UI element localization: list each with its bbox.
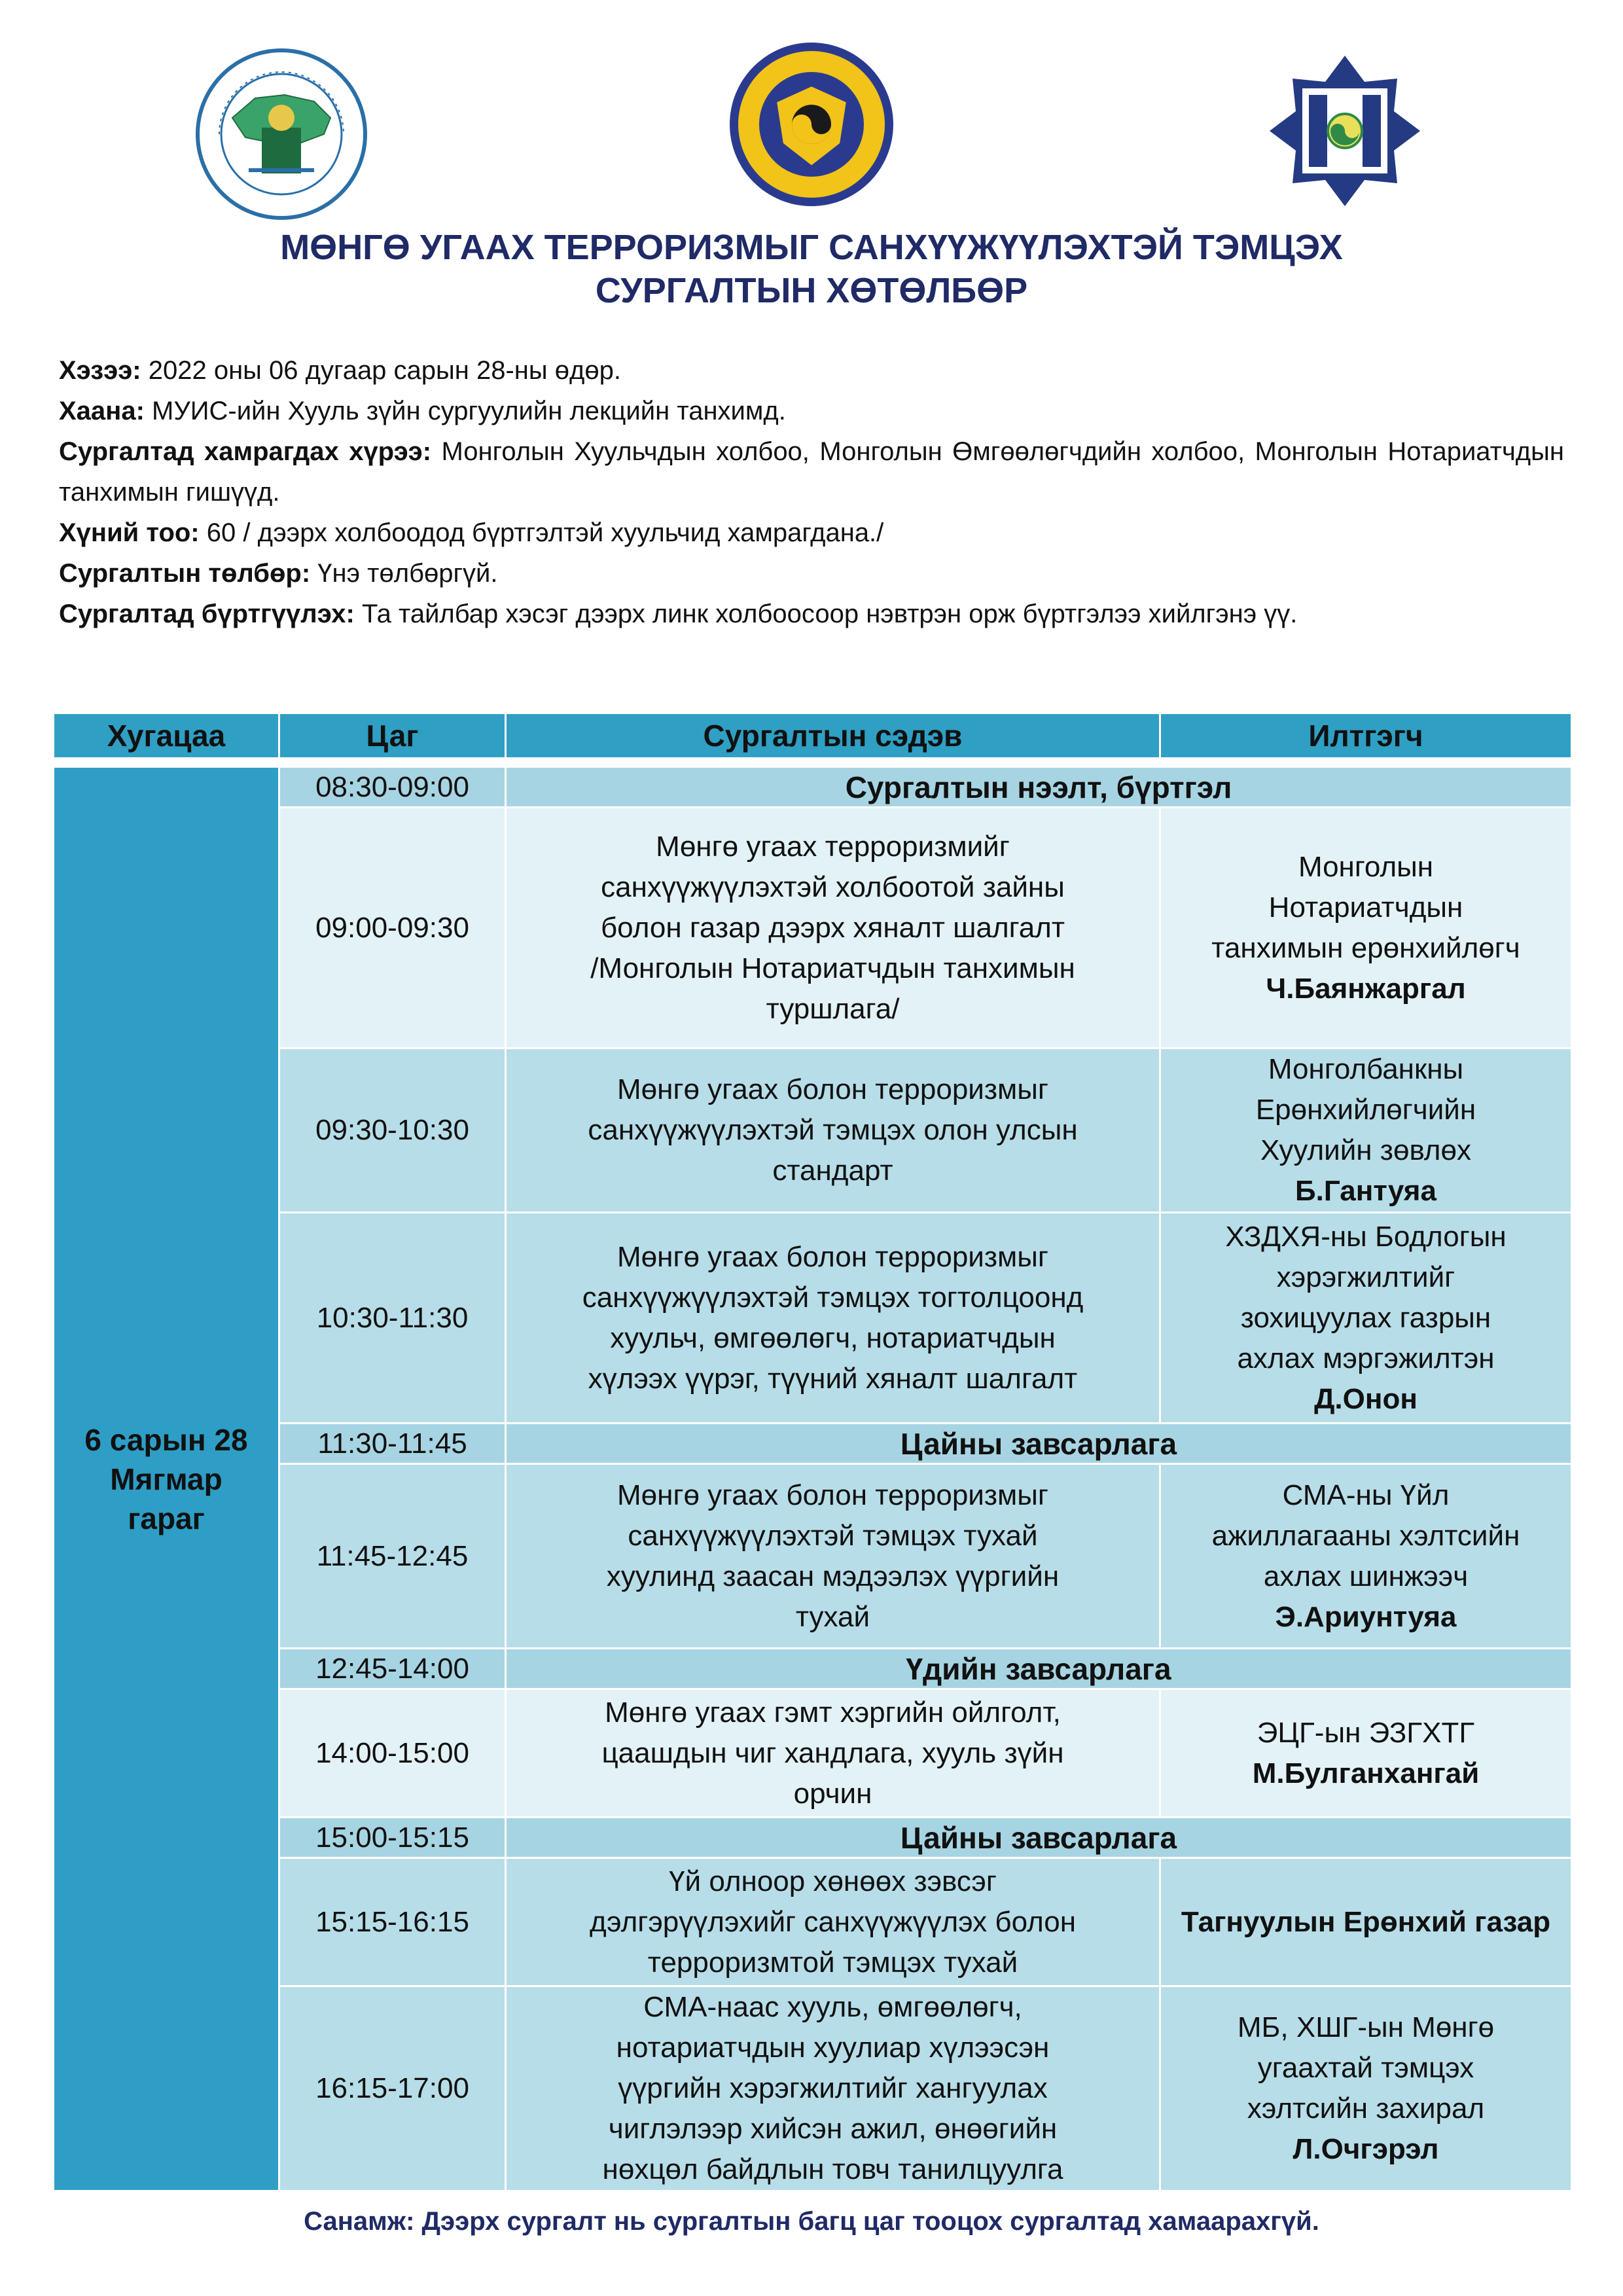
speaker-name: Э.Ариунтуяа (1275, 1600, 1457, 1633)
topic-line: хуулинд заасан мэдээлэх үүргийн (606, 1560, 1060, 1592)
time-cell: 14:00-15:00 (279, 1689, 506, 1818)
day-label: Мягмар (110, 1462, 223, 1496)
topic-line: санхүүжүүлэхтэй тэмцэх тогтолцоонд (582, 1281, 1084, 1314)
speaker-name: Л.Очгэрэл (1293, 2133, 1439, 2165)
topic-cell (506, 1858, 1160, 1986)
topic-line: Мөнгө угаах болон терроризмыг (617, 1479, 1048, 1511)
speaker-cell (1160, 808, 1572, 1049)
break-row (54, 1818, 1572, 1858)
header-speaker: Илтгэгч (1160, 713, 1572, 759)
speaker-cell (1160, 1689, 1572, 1818)
topic-line: үүргийн хэрэгжилтийг хангуулах (618, 2072, 1048, 2104)
fee-label: Сургалтын төлбөр: (59, 559, 311, 588)
topic-line: орчин (793, 1777, 872, 1810)
topic-line: Мөнгө угаах болон терроризмыг (617, 1240, 1048, 1273)
topic-line: Мөнгө угаах терроризмийг (656, 830, 1010, 863)
mongolian-bar-association-logo (193, 46, 370, 223)
topic-line: санхүүжүүлэхтэй тэмцэх тухай (628, 1519, 1038, 1552)
header-topic: Сургалтын сэдэв (506, 713, 1160, 759)
session-row (54, 1986, 1572, 2191)
session-row (54, 808, 1572, 1049)
speaker-title-line: Монголбанкны (1268, 1053, 1464, 1085)
topic-line: туршлага/ (766, 992, 900, 1025)
time-cell: 09:30-10:30 (279, 1049, 506, 1213)
topic-line: терроризмтой тэмцэх тухай (647, 1946, 1018, 1979)
topic-line: нотариатчдын хуулиар хүлээсэн (616, 2032, 1050, 2064)
header-spacer (54, 759, 1572, 767)
speaker-title-line: танхимын ерөнхийлөгч (1211, 931, 1520, 964)
header-duration: Хугацаа (54, 713, 279, 759)
when-value: 2022 оны 06 дугаар сарын 28-ны өдөр. (141, 356, 621, 385)
session-row (54, 1049, 1572, 1213)
speaker-name: Тагнуулын Ерөнхий газар (1181, 1905, 1551, 1938)
page-title (0, 226, 1623, 312)
topic-cell (506, 1464, 1160, 1649)
session-row (54, 1464, 1572, 1649)
time-cell: 11:30-11:45 (279, 1424, 506, 1464)
count-label: Хүний тоо: (59, 518, 200, 547)
topic-line: дэлгэрүүлэхийг санхүүжүүлэх болон (589, 1905, 1077, 1938)
topic-cell (506, 1213, 1160, 1424)
mongolian-advocates-association-logo (726, 39, 897, 209)
topic-line: /Монголын Нотариатчдын танхимын (590, 952, 1075, 984)
topic-cell (506, 1049, 1160, 1213)
speaker-title-line: СМА-ны Үйл (1282, 1479, 1450, 1511)
speaker-title-line: МБ, ХШГ-ын Мөнгө (1237, 2011, 1495, 2043)
title-line-1: МӨНГӨ УГААХ ТЕРРОРИЗМЫГ САНХҮҮЖҮҮЛЭХТЭЙ ТЭМЦЭХ (280, 228, 1343, 267)
speaker-name: М.Булганхангай (1252, 1757, 1480, 1789)
info-registration (59, 594, 1564, 634)
time-cell: 16:15-17:00 (279, 1986, 506, 2191)
speaker-title-line: ахлах шинжээч (1263, 1560, 1469, 1592)
session-row (54, 1689, 1572, 1818)
session-row (54, 1858, 1572, 1986)
day-label: гараг (128, 1501, 205, 1535)
topic-line: Үй олноор хөнөөх зэвсэг (669, 1865, 997, 1897)
where-value: МУИС-ийн Хууль зүйн сургуулийн лекцийн танхимд. (144, 397, 786, 425)
speaker-title-line: ХЗДХЯ-ны Бодлогын (1225, 1220, 1507, 1253)
title-line-2: СУРГАЛТЫН ХӨТӨЛБӨР (595, 271, 1028, 310)
break-row (54, 767, 1572, 808)
topic-line: хүлээх үүрэг, түүний хяналт шалгалт (588, 1362, 1078, 1395)
info-scope (59, 431, 1564, 512)
speaker-name: Д.Онон (1314, 1382, 1418, 1415)
speaker-title-line: Хуулийн зөвлөх (1260, 1134, 1471, 1166)
speaker-cell (1160, 1464, 1572, 1649)
schedule-body (54, 759, 1572, 2191)
schedule-table (52, 712, 1573, 2192)
topic-line: тухай (795, 1600, 870, 1633)
day-cell (54, 767, 279, 2191)
info-when (59, 350, 1564, 391)
speaker-title-line: ЭЦГ-ын ЭЗГХТГ (1257, 1716, 1475, 1749)
speaker-cell (1160, 1986, 1572, 2191)
topic-line: хуульч, өмгөөлөгч, нотариатчдын (610, 1321, 1056, 1354)
topic-cell (506, 1986, 1160, 2191)
topic-line: чиглэлээр хийсэн ажил, өнөөгийн (608, 2113, 1058, 2145)
speaker-cell (1160, 1049, 1572, 1213)
topic-line: СМА-наас хууль, өмгөөлөгч, (643, 1991, 1022, 2023)
when-label: Хэзээ: (59, 356, 141, 385)
time-cell: 09:00-09:30 (279, 808, 506, 1049)
speaker-title-line: Ерөнхийлөгчийн (1255, 1094, 1476, 1126)
time-cell: 11:45-12:45 (279, 1464, 506, 1649)
topic-line: цаашдын чиг хандлага, хууль зүйн (601, 1736, 1064, 1769)
speaker-title-line: Монголын (1298, 850, 1434, 883)
topic-line: стандарт (772, 1155, 893, 1187)
logo-bar (0, 39, 1623, 203)
day-label: 6 сарын 28 (84, 1422, 248, 1457)
fee-value: Үнэ төлбөргүй. (310, 559, 498, 588)
speaker-name: Ч.Баянжаргал (1266, 972, 1466, 1005)
speaker-name: Б.Гантуяа (1295, 1175, 1436, 1207)
speaker-title-line: угаахтай тэмцэх (1257, 2052, 1474, 2084)
topic-cell (506, 1689, 1160, 1818)
speaker-title-line: ажиллагааны хэлтсийн (1211, 1519, 1520, 1552)
break-label: Сургалтын нээлт, бүртгэл (506, 767, 1572, 808)
topic-line: санхүүжүүлэхтэй холбоотой зайны (601, 870, 1065, 903)
break-label: Үдийн завсарлага (506, 1649, 1572, 1689)
event-info (59, 350, 1564, 634)
scope-value: Монголын Хуульчдын холбоо, Монголын Өмгөөлөгчдийн холбоо, Монголын Нотариатчдын танхимын гишүүд. (59, 437, 1564, 507)
header-time: Цаг (279, 713, 506, 759)
time-cell: 10:30-11:30 (279, 1213, 506, 1424)
footnote: Санамж: Дээрх сургалт нь сургалтын багц цаг тооцох сургалтад хамаарахгүй. (304, 2207, 1319, 2236)
session-row (54, 1213, 1572, 1424)
speaker-title-line: ахлах мэргэжилтэн (1237, 1342, 1495, 1374)
scope-label: Сургалтад хамрагдах хүрээ: (59, 437, 432, 466)
time-cell: 15:00-15:15 (279, 1818, 506, 1858)
speaker-cell (1160, 1213, 1572, 1424)
topic-cell (506, 808, 1160, 1049)
speaker-title-line: Нотариатчдын (1268, 891, 1463, 924)
topic-line: санхүүжүүлэхтэй тэмцэх олон улсын (588, 1114, 1078, 1146)
where-label: Хаана: (59, 397, 145, 425)
speaker-title-line: хэлтсийн захирал (1247, 2092, 1485, 2125)
time-cell: 08:30-09:00 (279, 767, 506, 808)
info-count (59, 512, 1564, 553)
speaker-title-line: зохицуулах газрын (1240, 1301, 1491, 1334)
reg-value: Та тайлбар хэсэг дээрх линк холбоосоор нэвтрэн орж бүртгэлээ хийлгэнэ үү. (354, 600, 1298, 628)
speaker-title-line: хэрэгжилтийг (1276, 1261, 1455, 1293)
break-row (54, 1424, 1572, 1464)
info-fee (59, 553, 1564, 594)
time-cell: 12:45-14:00 (279, 1649, 506, 1689)
reg-label: Сургалтад бүртгүүлэх: (59, 600, 355, 628)
break-row (54, 1649, 1572, 1689)
topic-line: нөхцөл байдлын товч танилцуулга (602, 2153, 1063, 2185)
table-header-row (54, 713, 1572, 759)
notary-chamber-logo (1266, 52, 1423, 209)
break-label: Цайны завсарлага (506, 1818, 1572, 1858)
speaker-cell (1160, 1858, 1572, 1986)
count-value: 60 / дээрх холбоодод бүртгэлтэй хуульчид хамрагдана./ (199, 518, 884, 547)
topic-line: Мөнгө угаах болон терроризмыг (617, 1073, 1048, 1105)
time-cell: 15:15-16:15 (279, 1858, 506, 1986)
topic-line: Мөнгө угаах гэмт хэргийн ойлголт, (605, 1696, 1061, 1729)
break-label: Цайны завсарлага (506, 1424, 1572, 1464)
topic-line: болон газар дээрх хяналт шалгалт (600, 911, 1065, 944)
info-where (59, 391, 1564, 431)
